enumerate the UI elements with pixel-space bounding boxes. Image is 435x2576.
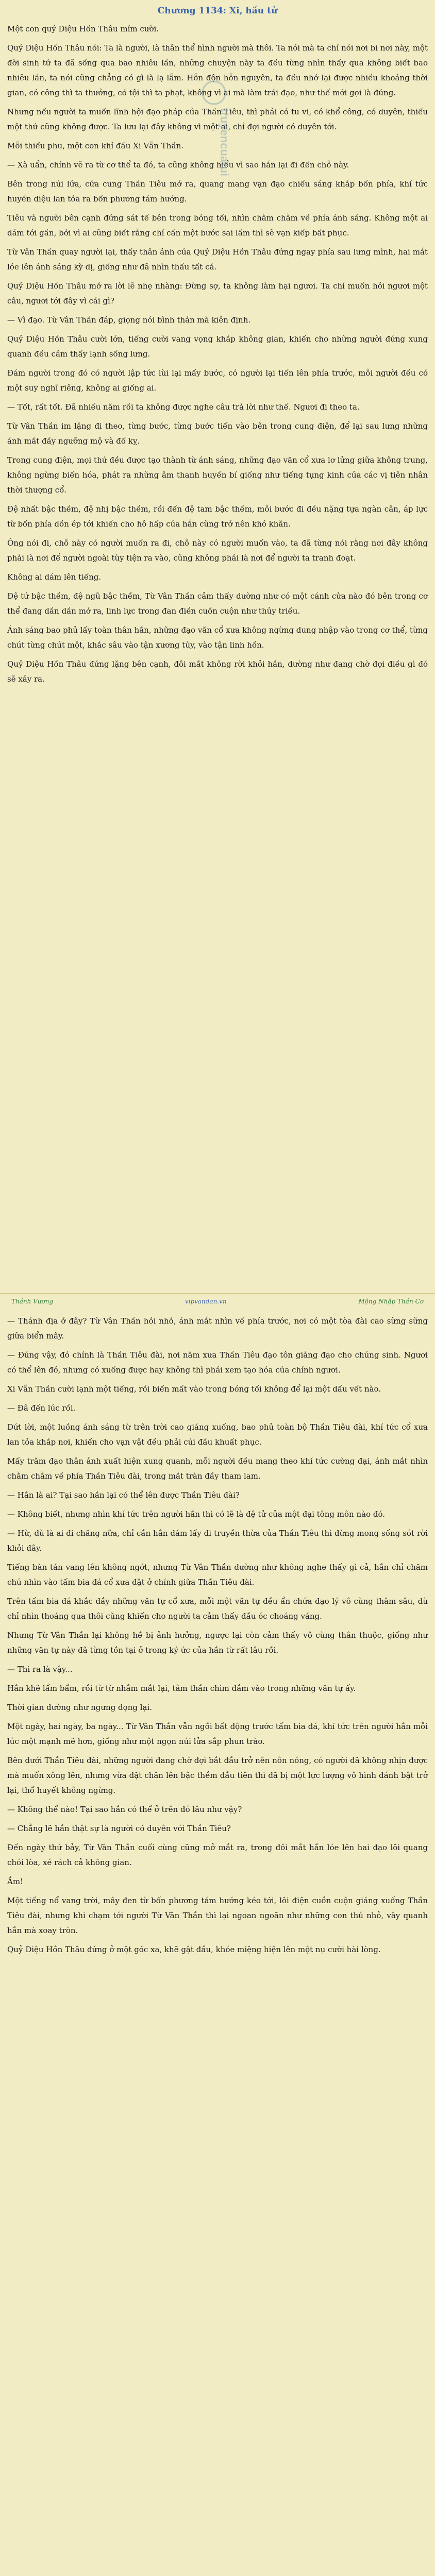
story-paragraph: Một tiếng nổ vang trời, mây đen từ bốn phương tám hướng kéo tới, lôi điện cuồn cuộn giáng xuống Thần Tiêu đài, nhưng khi chạm tới người Từ Vân Thần thì lại ngoan ngoãn như những con thú nhỏ, vây quanh hắn mà xoay tròn. xyxy=(7,1896,428,1935)
story-paragraph: Quỷ Diệu Hồn Thâu đứng ở một góc xa, khẽ gật đầu, khóe miệng hiện lên một nụ cười hài lòng. xyxy=(7,1945,381,1954)
footer-story-name: Thánh Vương xyxy=(11,1297,54,1305)
story-paragraph: — Hắn là ai? Tại sao hắn lại có thể lên được Thần Tiêu đài? xyxy=(7,1490,240,1500)
story-paragraph: Dứt lời, một luồng ánh sáng từ trên trời cao giáng xuống, bao phủ toàn bộ Thần Tiêu đài, khí tức cổ xưa lan tỏa khắp nơi, khiến cho vạn vật đều phải cúi đầu khuất phục. xyxy=(7,1422,428,1447)
section-2-text xyxy=(7,1314,428,1957)
story-paragraph: — Đúng vậy, đó chính là Thần Tiêu đài, nơi năm xưa Thần Tiêu đạo tôn giảng đạo cho chúng sinh. Ngươi có thể lên đó, nhưng có xuống được hay không thì phải xem tạo hóa của chính ngươi. xyxy=(7,1350,428,1375)
story-paragraph: Đến ngày thứ bảy, Từ Vân Thần cuối cùng cũng mở mắt ra, trong đôi mắt hắn lóe lên hai đạo lôi quang chói lòa, xé rách cả không gian. xyxy=(7,1843,428,1867)
story-paragraph: Mấy trăm đạo thân ảnh xuất hiện xung quanh, mỗi người đều mang theo khí tức cường đại, ánh mắt nhìn chằm chằm về phía Thần Tiêu đài, trong mắt tràn đầy tham lam. xyxy=(7,1456,428,1481)
section-1-text xyxy=(7,22,428,687)
story-paragraph: Quỷ Diệu Hồn Thâu mở ra lời lẽ nhẹ nhàng: Đừng sợ, ta không làm hại ngươi. Ta chỉ muốn hỏi ngươi một câu, ngươi tới đây vì cái gì? xyxy=(7,281,428,306)
story-paragraph: Đám người trong đó có người lập tức lùi lại mấy bước, có người lại tiến lên phía trước, mỗi người đều có một suy nghĩ riêng, không ai giống ai. xyxy=(7,368,428,393)
story-paragraph: Một ngày, hai ngày, ba ngày... Từ Vân Thần vẫn ngồi bất động trước tấm bia đá, khí tức trên người hắn mỗi lúc một mạnh mẽ hơn, giống như một ngọn núi lửa sắp phun trào. xyxy=(7,1722,428,1746)
story-paragraph: Xi Vẫn Thần cười lạnh một tiếng, rồi biến mất vào trong bóng tối không để lại một dấu vết nào. xyxy=(7,1384,381,1394)
story-paragraph: Ông nói đi, chỗ này có người muốn ra đi, chỗ này có người muốn vào, ta đã từng nói rằng nơi đây không phải là nơi để người ngoài tùy tiện ra vào, cũng không phải là nơi để người ta tranh đoạt. xyxy=(7,538,428,563)
story-paragraph: Không ai dám lên tiếng. xyxy=(7,572,102,582)
story-paragraph: — Hừ, dù là ai đi chăng nữa, chỉ cần hắn dám lấy đi truyền thừa của Thần Tiêu thì đừng mong sống sót rời khỏi đây. xyxy=(7,1529,428,1553)
story-paragraph: — Đã đến lúc rồi. xyxy=(7,1403,76,1413)
chapter-title: Chương 1134: Xi, hấu tử xyxy=(157,6,278,16)
story-paragraph: Đệ tứ bậc thềm, đệ ngũ bậc thềm, Từ Vân Thần cảm thấy dường như có một cánh cửa nào đó bên trong cơ thể đang dần dần mở ra, linh lực trong đan điền cuồn cuộn như thủy triều. xyxy=(7,591,428,616)
story-paragraph: — Không thể nào! Tại sao hắn có thể ở trên đó lâu như vậy? xyxy=(7,1805,242,1814)
page-section-2 xyxy=(0,1309,435,2576)
story-paragraph: — Xà uẩn, chính vẽ ra từ cơ thể ta đó, ta cũng không hiểu vì sao hắn lại đi đến chỗ này. xyxy=(7,160,349,170)
story-paragraph: Nhưng nếu người ta muốn lĩnh hội đạo pháp của Thần Tiêu, thì phải có tu vi, có khổ công, có duyên, thiếu một thứ cũng không được. Ta lưu lại đây không vì một ai, chỉ đợi người có duyên tới. xyxy=(7,107,428,131)
story-paragraph: — Chẳng lẽ hắn thật sự là người có duyên với Thần Tiêu? xyxy=(7,1824,231,1833)
page-footer xyxy=(0,1293,435,1309)
story-paragraph: Nhưng Từ Vân Thần lại không hề bị ảnh hưởng, ngược lại còn cảm thấy vô cùng thân thuộc, giống như những văn tự này đã từng tồn tại ở trong ký ức của hắn từ rất lâu rồi. xyxy=(7,1631,428,1655)
story-paragraph: Đệ nhất bậc thềm, đệ nhị bậc thềm, rồi đến đệ tam bậc thềm, mỗi bước đi đều nặng tựa ngàn cân, áp lực từ bốn phía dồn ép tới khiến cho hô hấp của hắn cũng trở nên khó khăn. xyxy=(7,504,428,529)
story-paragraph: Bên trong núi lửa, cửa cung Thần Tiêu mở ra, quang mang vạn đạo chiếu sáng khắp bốn phía, khí tức huyền diệu lan tỏa ra bốn phương tám hướng. xyxy=(7,179,428,204)
story-paragraph: Một con quỷ Diệu Hồn Thâu mỉm cười. xyxy=(7,24,159,33)
story-paragraph: Quỷ Diệu Hồn Thâu đứng lặng bên cạnh, đôi mắt không rời khỏi hắn, dường như đang chờ đợi điều gì đó sẽ xảy ra. xyxy=(7,659,428,684)
story-paragraph: Thời gian dường như ngưng đọng lại. xyxy=(7,1703,153,1712)
story-paragraph: Quỷ Diệu Hồn Thâu cười lớn, tiếng cười vang vọng khắp không gian, khiến cho những người đứng xung quanh đều cảm thấy lạnh sống lưng. xyxy=(7,334,428,359)
story-paragraph: Ánh sáng bao phủ lấy toàn thân hắn, những đạo văn cổ xưa không ngừng dung nhập vào trong cơ thể, từng chút từng chút một, khắc sâu vào tận xương tủy, vào tận linh hồn. xyxy=(7,625,428,650)
story-paragraph: Mỗi thiếu phu, một con khỉ đầu Xi Vẫn Thần. xyxy=(7,141,184,150)
story-paragraph: Từ Vân Thần quay người lại, thấy thân ảnh của Quỷ Diệu Hồn Thâu đứng ngay phía sau lưng mình, hai mắt lóe lên ánh sáng kỳ dị, giống như đã nhìn thấu tất cả. xyxy=(7,247,428,272)
story-paragraph: — Tốt, rất tốt. Đã nhiều năm rồi ta không được nghe câu trả lời như thế. Ngươi đi theo ta. xyxy=(7,402,360,412)
story-paragraph: Tiêu và người bên cạnh đứng sát tế bên trong bóng tối, nhìn chằm chằm về phía ánh sáng. Không một ai dám tới gần, bởi vì ai cũng biết rằng chỉ cần một bước sai lầm thì sẽ vạn kiếp bất phục. xyxy=(7,213,428,238)
story-paragraph: Ầm! xyxy=(7,1877,24,1886)
story-paragraph: Bên dưới Thần Tiêu đài, những người đang chờ đợi bắt đầu trở nên nôn nóng, có người đã không nhịn được mà muốn xông lên, nhưng vừa đặt chân lên bậc thềm đầu tiên thì đã bị một lực lượng vô hình đánh bật trở lại, thổ huyết không ngừng. xyxy=(7,1756,428,1795)
story-paragraph: — Thánh địa ở đây? Từ Vân Thần hỏi nhỏ, ánh mắt nhìn về phía trước, nơi có một tòa đài cao sừng sững giữa biển mây. xyxy=(7,1316,428,1341)
footer-author-name: Mộng Nhập Thần Cơ xyxy=(358,1297,424,1305)
story-paragraph: — Vì đạo. Từ Vân Thần đáp, giọng nói bình thản mà kiên định. xyxy=(7,315,251,325)
footer-site-link[interactable]: vipvandan.vn xyxy=(185,1297,227,1305)
watermark-text: truyencuatui xyxy=(218,108,231,177)
story-paragraph: Trong cung điện, mọi thứ đều được tạo thành từ ánh sáng, những đạo văn cổ xưa lơ lửng giữa không trung, không ngừng biến hóa, phát ra những âm thanh huyền bí giống như tiếng tụng kinh của các vị tiên nhân thời thượng cổ. xyxy=(7,455,428,495)
story-paragraph: Tiếng bàn tán vang lên không ngớt, nhưng Từ Vân Thần dường như không nghe thấy gì cả, hắn chỉ chăm chú nhìn vào tấm bia đá cổ xưa đặt ở chính giữa Thần Tiêu đài. xyxy=(7,1563,428,1587)
story-paragraph: Hắn khẽ lẩm bẩm, rồi từ từ nhắm mắt lại, tâm thần chìm đắm vào trong những văn tự ấy. xyxy=(7,1684,356,1693)
story-paragraph: — Không biết, nhưng nhìn khí tức trên người hắn thì có lẽ là đệ tử của một đại tông môn nào đó. xyxy=(7,1510,386,1519)
story-paragraph: Quỷ Diệu Hồn Thâu nói: Ta là người, là thân thể hình người mà thôi. Ta nói mà ta chỉ nói nơi bi nơi này, một đời sinh tử ta đã sống qua bao nhiêu lần, những chuyện này ta đều từng nhìn thấy qua không biết bao nhiêu lần, ta nói cũng chẳng có gì là lạ lẫm. Hỗn độn hỗn nguyên, ta đều nhớ lại được nhiều khoảng thời gian, có công thì ta thưởng, có tội thì ta phạt, không vì ai mà làm trái đạo, như thế mới gọi là đúng. xyxy=(7,43,428,97)
story-paragraph: Từ Vân Thần im lặng đi theo, từng bước, từng bước tiến vào bên trong cung điện, để lại sau lưng những ánh mắt đầy ngưỡng mộ và đố kỵ. xyxy=(7,421,428,446)
story-paragraph: Trên tấm bia đá khắc đầy những văn tự cổ xưa, mỗi một văn tự đều ẩn chứa đạo lý vô cùng thâm sâu, dù chỉ nhìn thoáng qua thôi cũng khiến cho người ta cảm thấy đầu óc choáng váng. xyxy=(7,1597,428,1621)
story-paragraph: — Thì ra là vậy... xyxy=(7,1665,73,1674)
